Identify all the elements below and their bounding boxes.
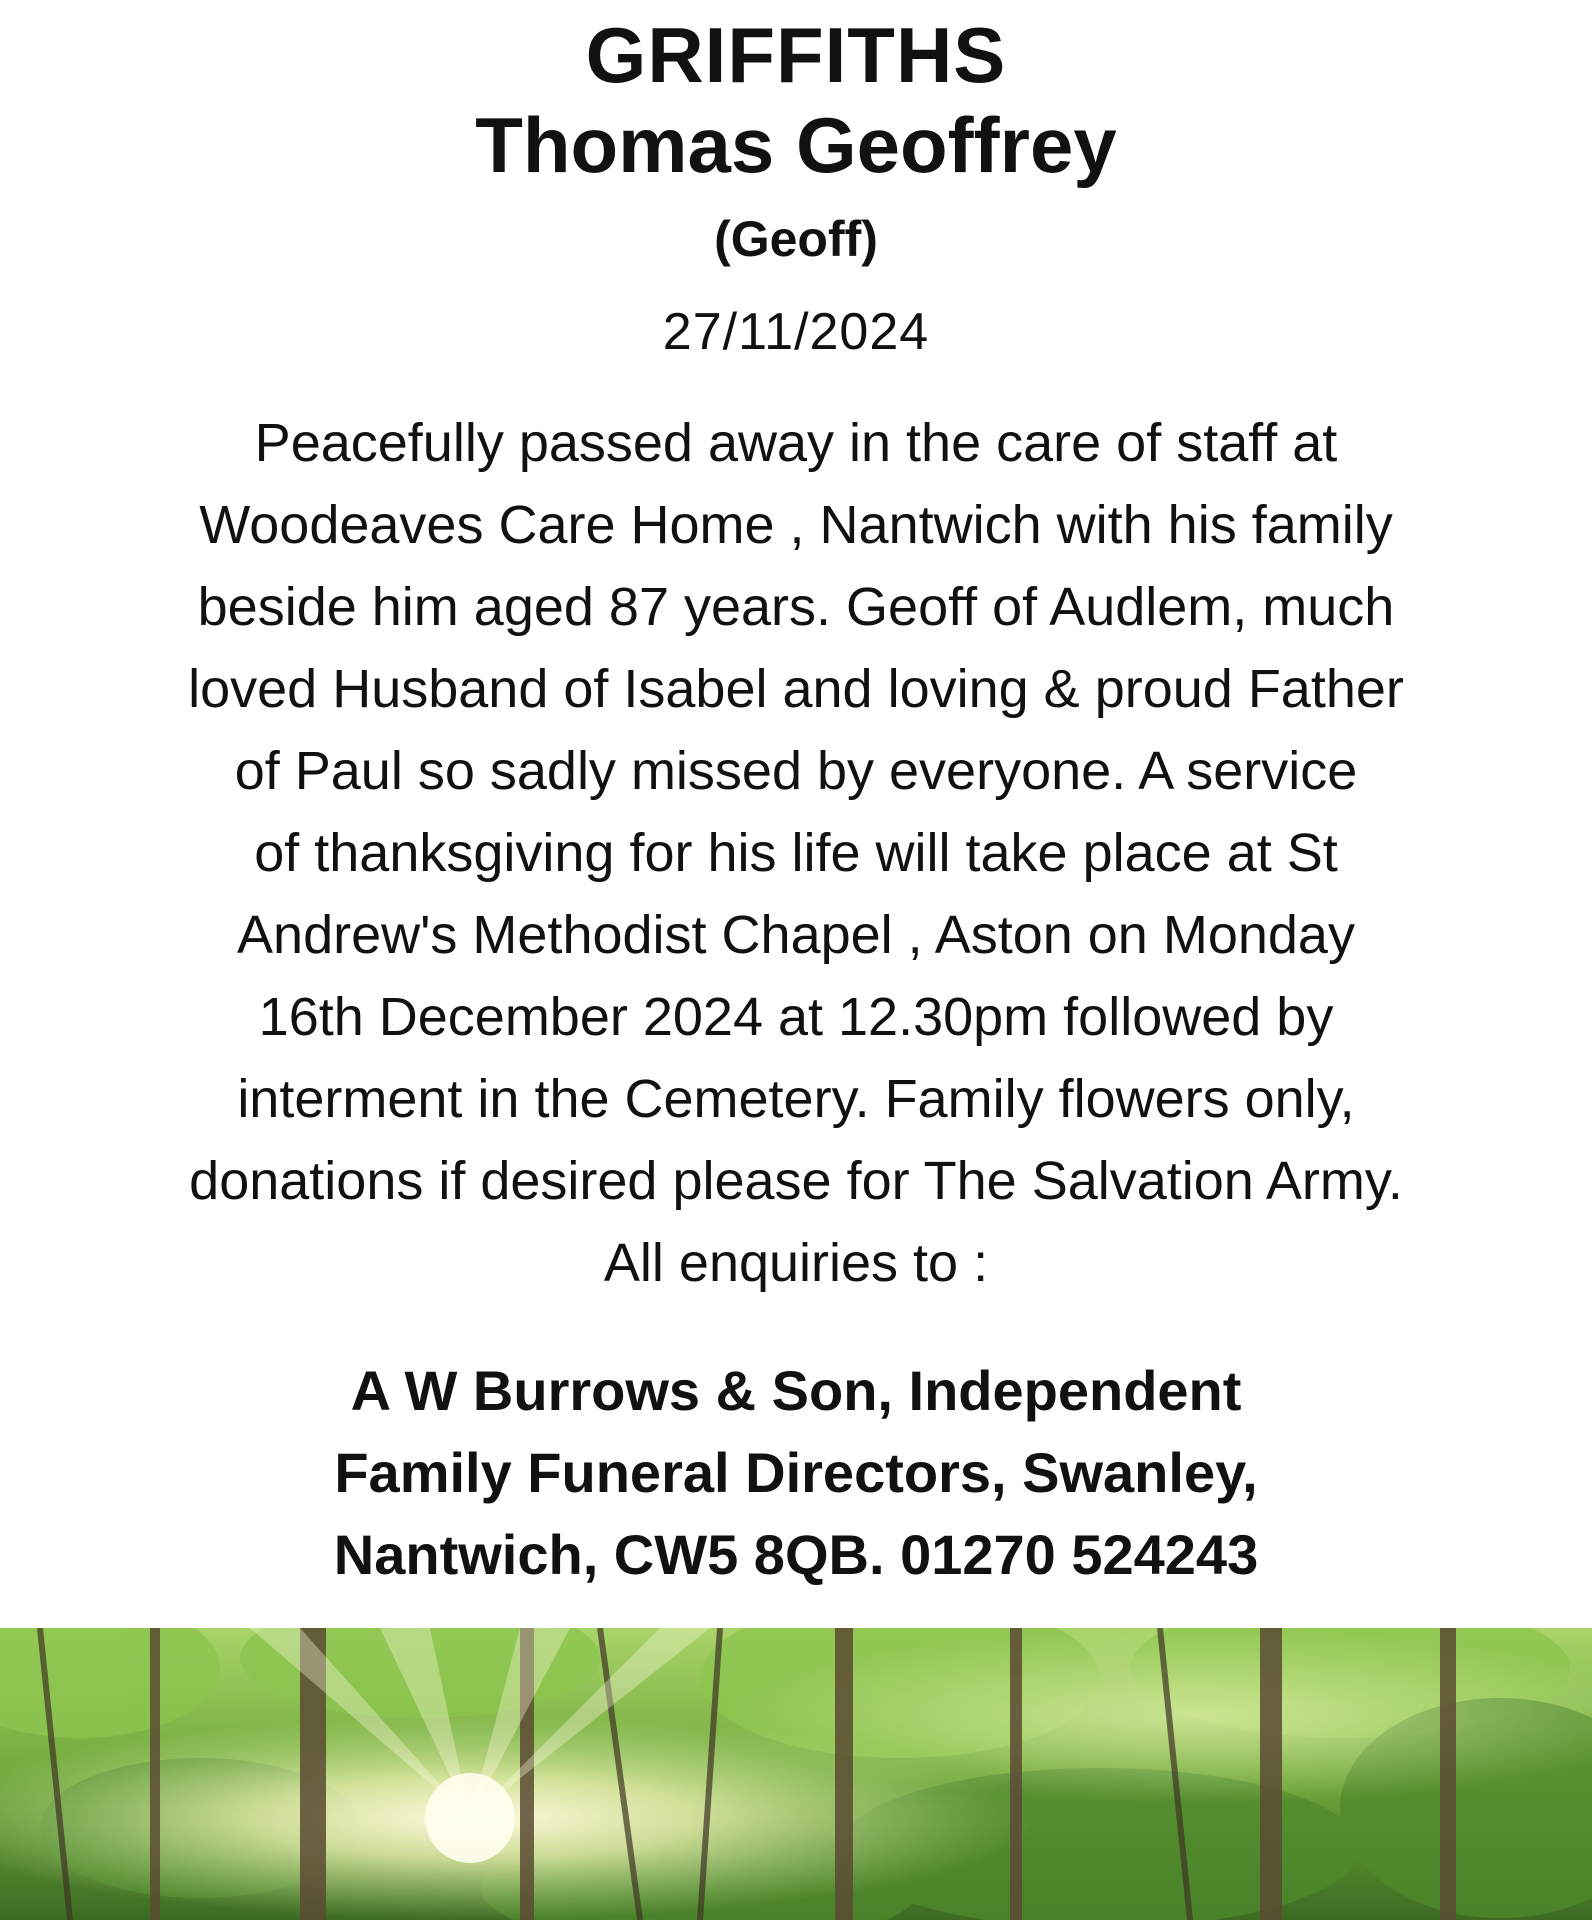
forenames-heading: Thomas Geoffrey (475, 101, 1117, 189)
body-line: Woodeaves Care Home , Nantwich with his family (199, 495, 1393, 555)
forest-sunlight-image (0, 1628, 1592, 1920)
funeral-director-details (20, 1350, 1572, 1596)
surname-heading: GRIFFITHS (585, 11, 1007, 99)
body-line: loved Husband of Isabel and loving & proud Father (188, 659, 1404, 719)
forest-illustration (0, 1628, 1592, 1920)
notice-body (20, 402, 1572, 1304)
body-line: Peacefully passed away in the care of staff at (254, 413, 1338, 473)
body-line: interment in the Cemetery. Family flowers only, (237, 1069, 1355, 1129)
body-line: Andrew's Methodist Chapel , Aston on Monday (237, 905, 1355, 965)
body-line: All enquiries to : (603, 1233, 989, 1293)
body-line: beside him aged 87 years. Geoff of Audlem, much (197, 577, 1395, 637)
body-line: 16th December 2024 at 12.30pm followed by (258, 987, 1334, 1047)
director-line: A W Burrows & Son, Independent (350, 1359, 1242, 1422)
director-line: Nantwich, CW5 8QB. 01270 524243 (333, 1523, 1259, 1586)
notice-date: 27/11/2024 (662, 303, 930, 361)
body-line: of thanksgiving for his life will take place at St (254, 823, 1338, 883)
director-line: Family Funeral Directors, Swanley, (334, 1441, 1258, 1504)
body-line: of Paul so sadly missed by everyone. A service (234, 741, 1358, 801)
nickname: (Geoff) (714, 211, 878, 267)
body-line: donations if desired please for The Salvation Army. (189, 1151, 1403, 1211)
